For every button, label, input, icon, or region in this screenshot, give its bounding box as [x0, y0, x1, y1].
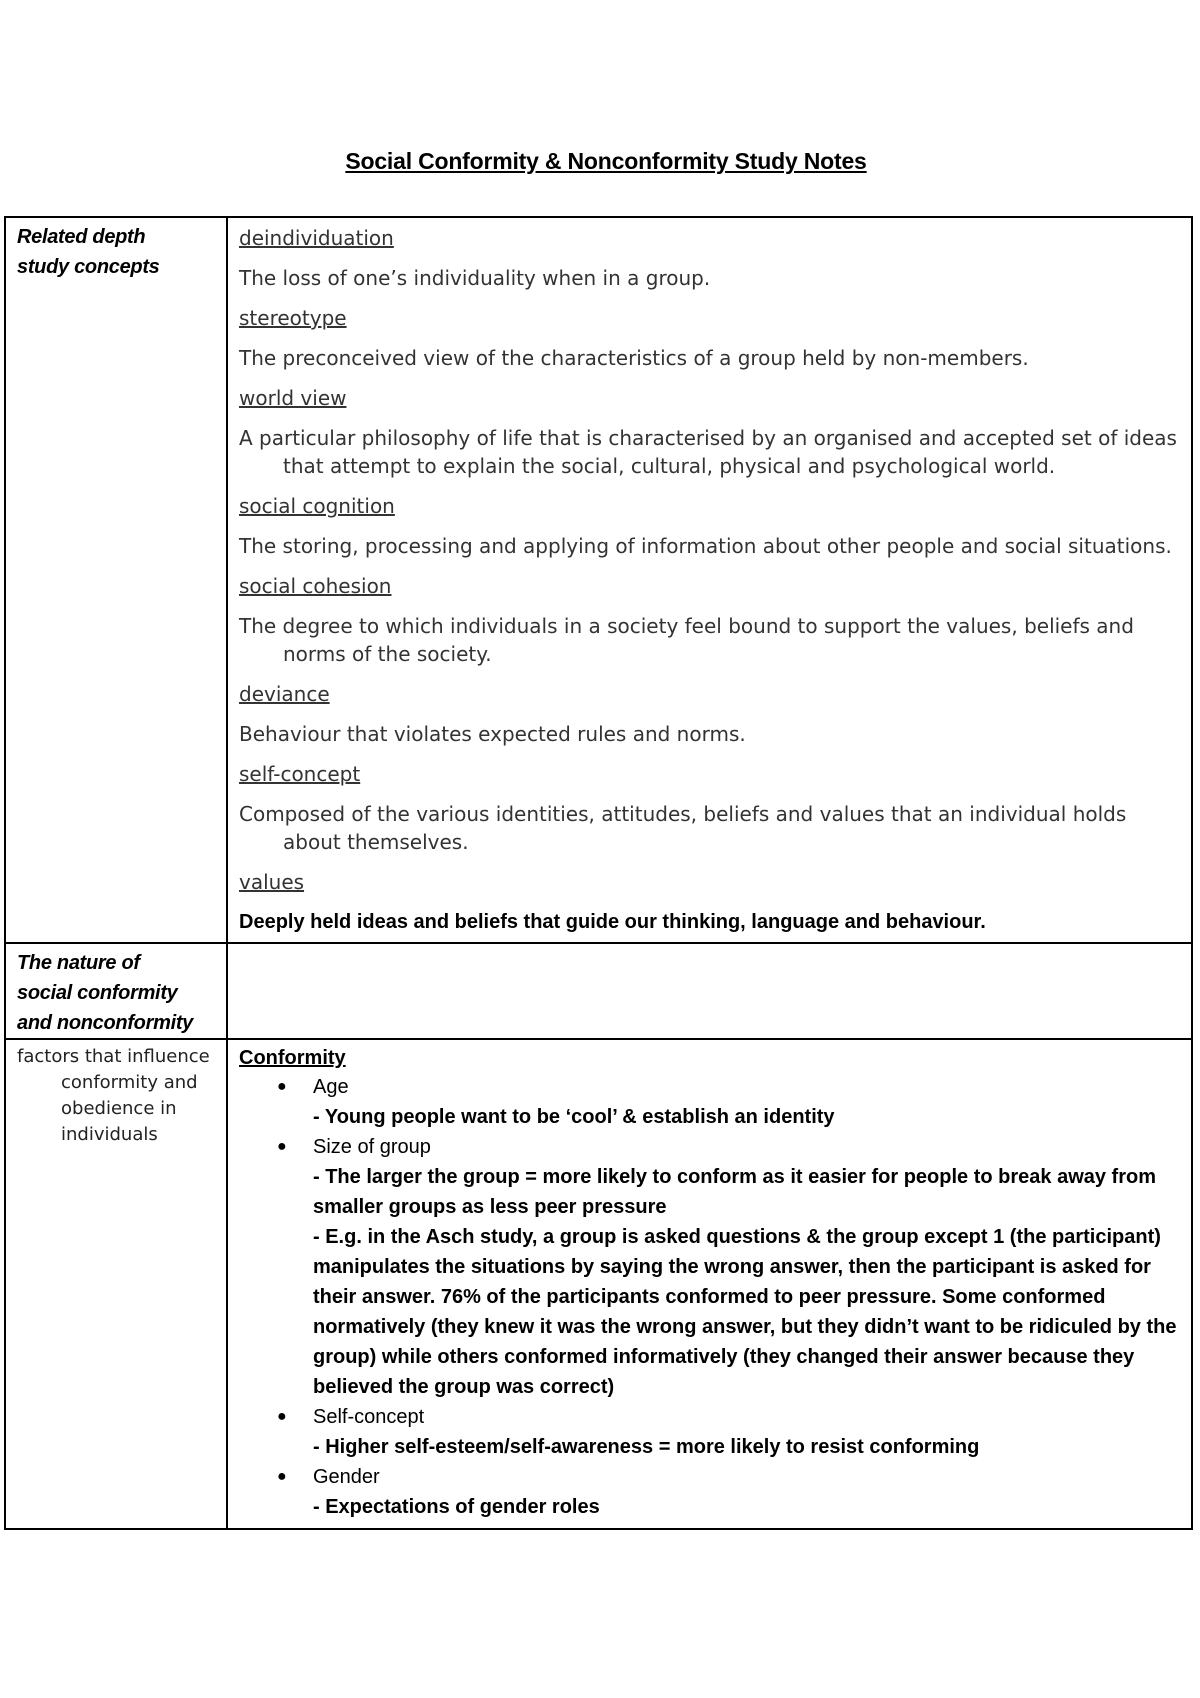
definition: Composed of the various identities, attitudes, beliefs and values that an individual holds about themselves. [239, 802, 1127, 854]
term-stereotype: stereotype [239, 306, 347, 330]
notes-table [4, 216, 1193, 1530]
page-title: Social Conformity & Nonconformity Study Notes [345, 148, 867, 174]
row-label-cell [5, 1039, 227, 1529]
definition: The loss of one’s individuality when in a group. [239, 266, 711, 290]
list-item [277, 1462, 1181, 1522]
nature-cell [227, 943, 1192, 1039]
list-item [277, 1132, 1181, 1402]
definition: The degree to which individuals in a society feel bound to support the values, beliefs and norms of the society. [239, 614, 1134, 666]
table-row-factors [5, 1039, 1192, 1529]
bullet-icon: ● [277, 1408, 287, 1425]
term-social-cohesion: social cohesion [239, 574, 392, 598]
row-label-cell [5, 217, 227, 943]
label-line: and nonconformity [17, 1012, 194, 1034]
term-deviance: deviance [239, 682, 330, 706]
factor-list [239, 1072, 1181, 1522]
definition: Deeply held ideas and beliefs that guide our thinking, language and behaviour. [239, 911, 986, 933]
term-deindividuation: deindividuation [239, 226, 394, 250]
concepts-cell [227, 217, 1192, 943]
row-label-factors: factors that influence conformity and obedience in individuals [17, 1046, 210, 1145]
bullet-icon: ● [277, 1468, 287, 1485]
term-social-cognition: social cognition [239, 494, 395, 518]
definition: The storing, processing and applying of information about other people and social situations. [239, 534, 1172, 558]
label-line: The nature of [17, 952, 140, 974]
factor-name: Gender [313, 1466, 380, 1488]
table-row-nature [5, 943, 1192, 1039]
bullet-icon: ● [277, 1078, 287, 1095]
row-label-concepts [6, 218, 226, 282]
list-item [277, 1072, 1181, 1132]
label-line: social conformity [17, 982, 178, 1004]
factor-detail: - E.g. in the Asch study, a group is asked questions & the group except 1 (the participant) manipulates the situations by saying the wrong answer, then the participant is asked for their answer. 76% of the participants conformed to peer pressure. Some conformed normatively (they knew it was the wrong answer, but they didn’t want to be ridiculed by the group) while others conformed informatively (they changed their answer because they believed the group was correct) [313, 1226, 1177, 1398]
factor-name: Age [313, 1076, 349, 1098]
term-values: values [239, 870, 305, 894]
row-label-nature [6, 944, 226, 1038]
definition: The preconceived view of the characteristics of a group held by non-members. [239, 346, 1029, 370]
label-line: Related depth [17, 226, 146, 248]
factors-cell [227, 1039, 1192, 1529]
factor-detail: - Expectations of gender roles [313, 1496, 600, 1518]
term-self-concept: self-concept [239, 762, 361, 786]
term-world-view: world view [239, 386, 347, 410]
definition: Behaviour that violates expected rules and norms. [239, 722, 746, 746]
factor-detail: - Young people want to be ‘cool’ & establish an identity [313, 1106, 835, 1128]
list-item [277, 1402, 1181, 1462]
factor-name: Self-concept [313, 1406, 425, 1428]
bullet-icon: ● [277, 1138, 287, 1155]
table-row-concepts [5, 217, 1192, 943]
definition: A particular philosophy of life that is characterised by an organised and accepted set of ideas that attempt to explain the social, cultural, physical and psychological world. [239, 426, 1177, 478]
factor-name: Size of group [313, 1136, 431, 1158]
factor-detail: - The larger the group = more likely to conform as it easier for people to break away from smaller groups as less peer pressure [313, 1166, 1156, 1218]
label-line: study concepts [17, 256, 160, 278]
conformity-heading: Conformity [239, 1047, 346, 1069]
row-label-cell [5, 943, 227, 1039]
factor-detail: - Higher self-esteem/self-awareness = more likely to resist conforming [313, 1436, 980, 1458]
